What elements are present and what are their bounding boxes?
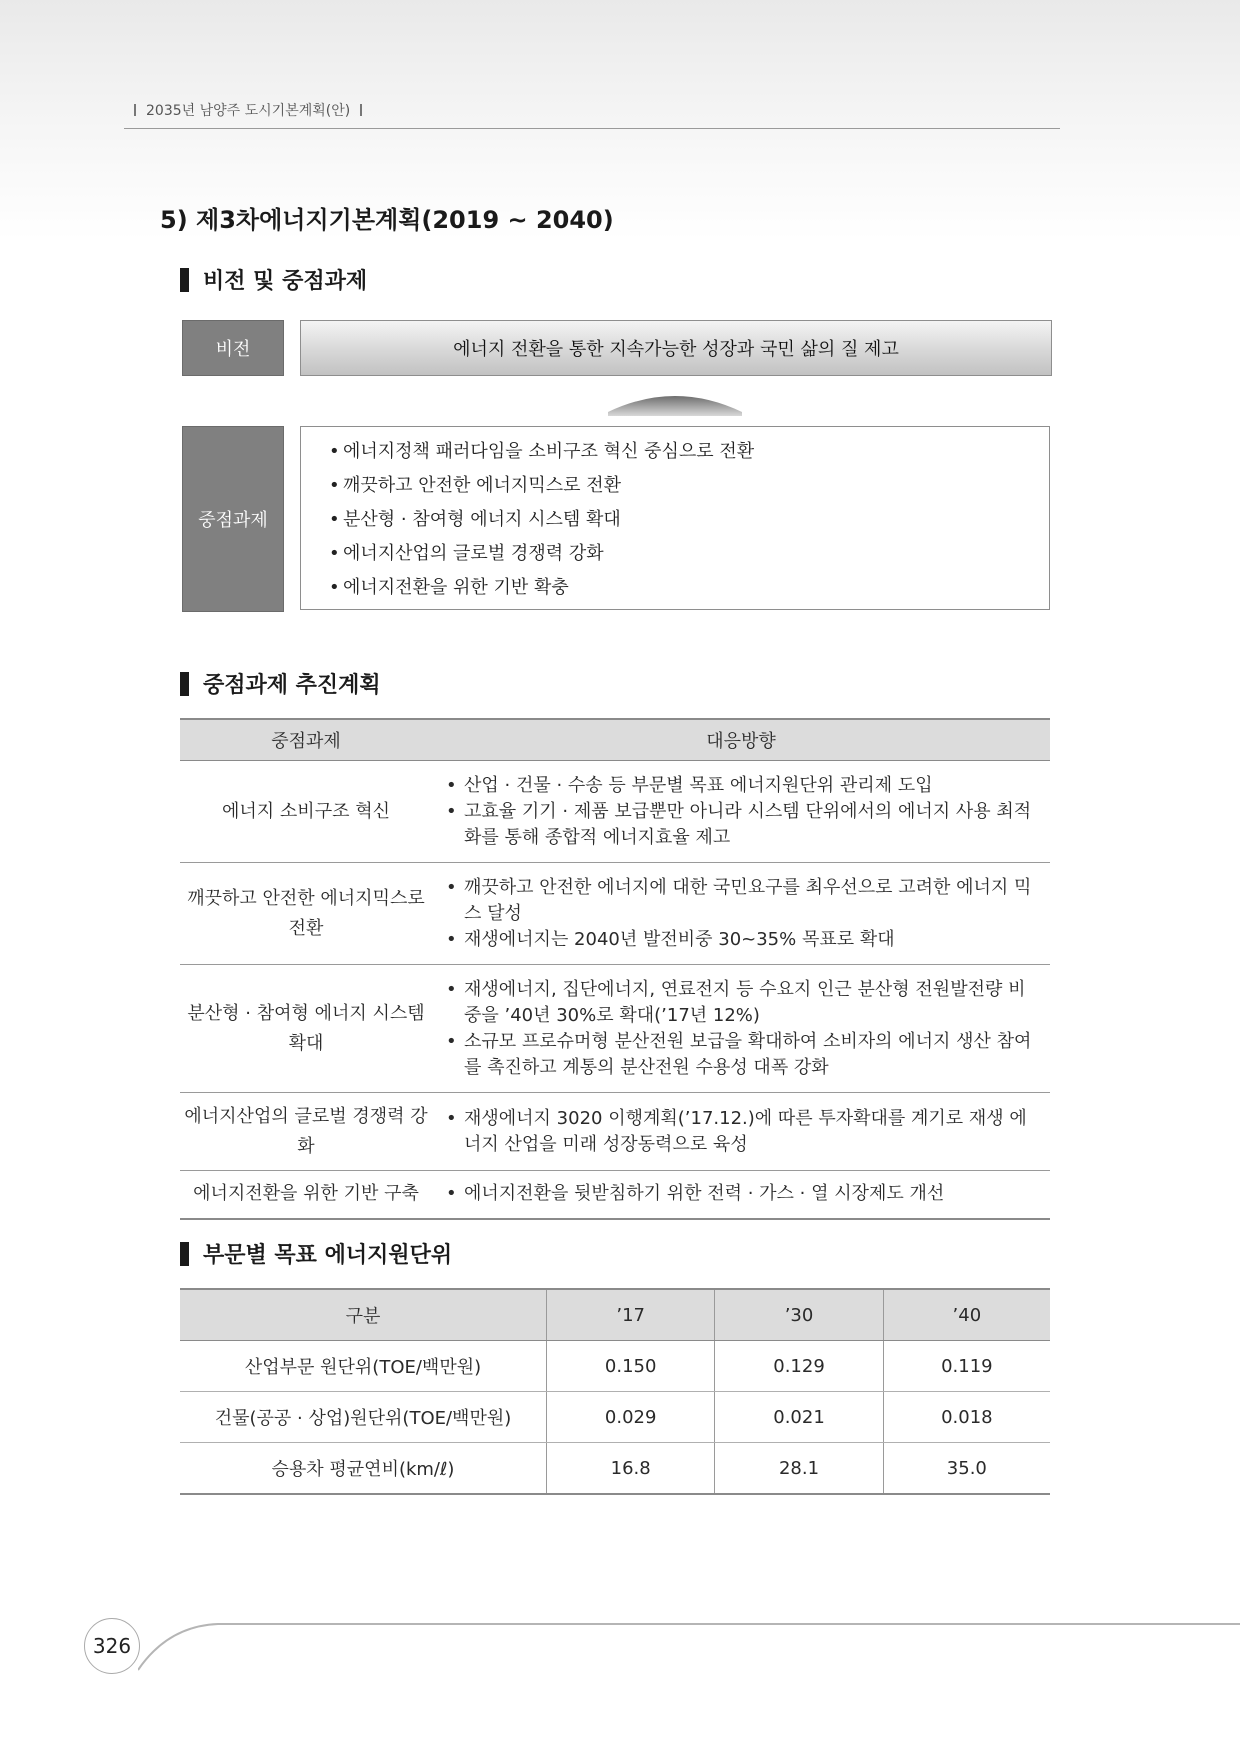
tasks-label: 중점과제	[182, 426, 284, 612]
units-section-title-text: 부문별 목표 에너지원단위	[203, 1243, 453, 1268]
table-header-row	[180, 1289, 1050, 1341]
directions-cell: • 산업 · 건물 · 수송 등 부문별 목표 에너지원단위 관리제 도입 • 고효율 기기 · 제품 보급뿐만 아니라 시스템 단위에서의 에너지 사용 최적화를 통해 종합적 에너지효율 제고	[432, 761, 1050, 863]
directions-cell: • 에너지전환을 뒷받침하기 위한 전력 · 가스 · 열 시장제도 개선	[432, 1171, 1050, 1219]
column-header: 구분	[180, 1289, 547, 1341]
task-cell: 에너지산업의 글로벌 경쟁력 강화	[180, 1093, 432, 1171]
up-arrow-icon	[608, 386, 742, 416]
table-row	[180, 965, 1050, 1093]
directions-cell: • 재생에너지 3020 이행계획(’17.12.)에 따른 투자확대를 계기로 재생 에너지 산업을 미래 성장동력으로 육성	[432, 1093, 1050, 1171]
column-header: 중점과제	[180, 719, 432, 761]
column-header: ’17	[547, 1289, 715, 1341]
task-cell: 에너지 소비구조 혁신	[180, 761, 432, 863]
table-row	[180, 863, 1050, 965]
plan-section-title-text: 중점과제 추진계획	[203, 673, 381, 698]
plan-section-title	[180, 668, 381, 699]
table-cell: 0.150	[547, 1341, 715, 1392]
directions-cell: • 깨끗하고 안전한 에너지에 대한 국민요구를 최우선으로 고려한 에너지 믹스 달성 • 재생에너지는 2040년 발전비중 30~35% 목표로 확대	[432, 863, 1050, 965]
column-header: ’30	[715, 1289, 883, 1341]
vision-label: 비전	[182, 320, 284, 376]
table-cell: 28.1	[715, 1443, 883, 1495]
section-title: 5) 제3차에너지기본계획(2019 ~ 2040)	[160, 206, 614, 234]
directions-cell: • 재생에너지, 집단에너지, 연료전지 등 수요지 인근 분산형 전원발전량 비중을 ’40년 30%로 확대(’17년 12%) • 소규모 프로슈머형 분산전원 보급을 확대하여 소비자의 에너지 생산 참여를 촉진하고 계통의 분산전원 수용성 대폭 강화	[432, 965, 1050, 1093]
vision-section-title	[180, 264, 367, 295]
list-item: • 에너지전환을 위한 기반 확충	[329, 577, 569, 598]
heading-marker	[180, 672, 189, 696]
table-row	[180, 1443, 1050, 1495]
table-cell: 0.119	[883, 1341, 1050, 1392]
table-cell: 0.029	[547, 1392, 715, 1443]
plan-table	[180, 718, 1050, 1220]
page-number: 326	[84, 1618, 140, 1674]
table-row	[180, 1093, 1050, 1171]
list-item: • 깨끗하고 안전한 에너지믹스로 전환	[329, 475, 621, 496]
units-table	[180, 1288, 1050, 1495]
task-cell: 분산형 · 참여형 에너지 시스템 확대	[180, 965, 432, 1093]
table-cell: 건물(공공 · 상업)원단위(TOE/백만원)	[180, 1392, 547, 1443]
list-item: • 에너지산업의 글로벌 경쟁력 강화	[329, 543, 604, 564]
header-divider	[134, 104, 136, 116]
units-section-title	[180, 1238, 452, 1269]
table-cell: 0.021	[715, 1392, 883, 1443]
table-row	[180, 1341, 1050, 1392]
vision-section-title-text: 비전 및 중점과제	[203, 269, 368, 294]
task-cell: 에너지전환을 위한 기반 구축	[180, 1171, 432, 1219]
tasks-list	[300, 426, 1050, 610]
table-row	[180, 1171, 1050, 1219]
table-cell: 승용차 평균연비(km/ℓ)	[180, 1443, 547, 1495]
footer-swoosh	[138, 1618, 1240, 1678]
header-divider	[360, 104, 362, 116]
header-rule	[124, 128, 1060, 129]
table-cell: 16.8	[547, 1443, 715, 1495]
table-row	[180, 761, 1050, 863]
vision-text: 에너지 전환을 통한 지속가능한 성장과 국민 삶의 질 제고	[300, 320, 1052, 376]
document-title: 2035년 남양주 도시기본계획(안)	[146, 103, 351, 119]
heading-marker	[180, 268, 189, 292]
table-cell: 0.018	[883, 1392, 1050, 1443]
table-cell: 0.129	[715, 1341, 883, 1392]
table-header-row	[180, 719, 1050, 761]
table-cell: 35.0	[883, 1443, 1050, 1495]
list-item: • 에너지정책 패러다임을 소비구조 혁신 중심으로 전환	[329, 441, 755, 462]
task-cell: 깨끗하고 안전한 에너지믹스로 전환	[180, 863, 432, 965]
heading-marker	[180, 1242, 189, 1266]
column-header: ’40	[883, 1289, 1050, 1341]
running-header	[124, 100, 1060, 120]
column-header: 대응방향	[432, 719, 1050, 761]
table-row	[180, 1392, 1050, 1443]
table-cell: 산업부문 원단위(TOE/백만원)	[180, 1341, 547, 1392]
list-item: • 분산형 · 참여형 에너지 시스템 확대	[329, 509, 621, 530]
